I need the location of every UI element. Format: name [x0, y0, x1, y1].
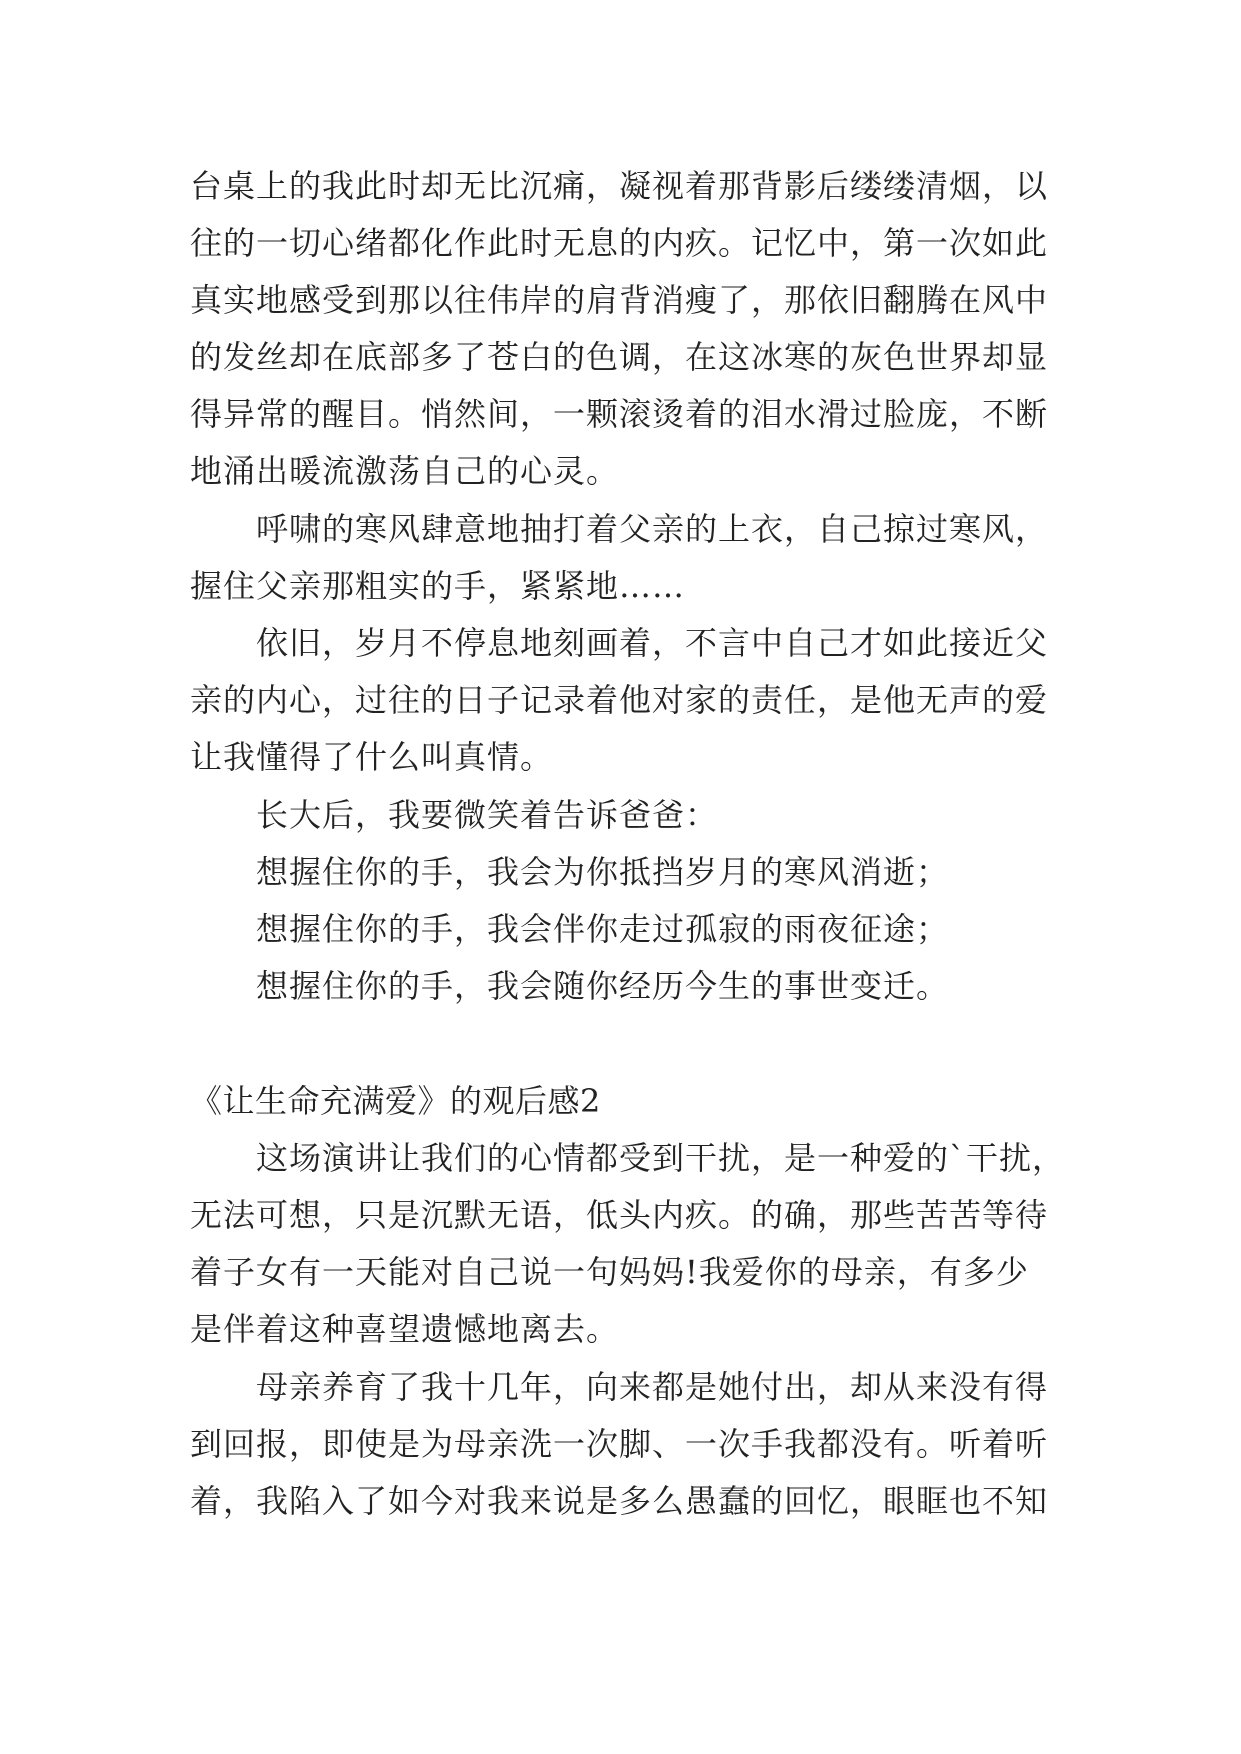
paragraph-line: 真实地感受到那以往伟岸的肩背消瘦了，那依旧翻腾在风中 — [190, 281, 1049, 319]
paragraph-line: 到回报，即使是为母亲洗一次脚、一次手我都没有。听着听 — [190, 1425, 1049, 1463]
paragraph-line: 母亲养育了我十几年，向来都是她付出，却从来没有得 — [256, 1368, 1049, 1406]
paragraph-line: 往的一切心绪都化作此时无息的内疚。记忆中，第一次如此 — [190, 224, 1049, 262]
paragraph-line: 握住父亲那粗实的手，紧紧地…… — [190, 567, 686, 605]
paragraph-line: 着子女有一天能对自己说一句妈妈!我爱你的母亲，有多少 — [190, 1253, 1029, 1291]
poem-line: 想握住你的手，我会为你抵挡岁月的寒风消逝； — [256, 853, 950, 891]
poem-line: 想握住你的手，我会随你经历今生的事世变迁。 — [256, 967, 950, 1005]
paragraph-line: 长大后，我要微笑着告诉爸爸： — [256, 796, 719, 834]
paragraph-line: 得异常的醒目。悄然间，一颗滚烫着的泪水滑过脸庞，不断 — [190, 395, 1049, 433]
paragraph-line: 着，我陷入了如今对我来说是多么愚蠢的回忆，眼眶也不知 — [190, 1482, 1049, 1520]
paragraph-line: 是伴着这种喜望遗憾地离去。 — [190, 1310, 620, 1348]
poem-line: 想握住你的手，我会伴你走过孤寂的雨夜征途； — [256, 910, 950, 948]
paragraph-line: 这场演讲让我们的心情都受到干扰，是一种爱的`干扰， — [256, 1139, 1066, 1177]
paragraph-line: 无法可想，只是沉默无语，低头内疚。的确，那些苦苦等待 — [190, 1196, 1049, 1234]
paragraph-line: 台桌上的我此时却无比沉痛，凝视着那背影后缕缕清烟，以 — [190, 167, 1049, 205]
paragraph-line: 呼啸的寒风肆意地抽打着父亲的上衣，自己掠过寒风， — [256, 510, 1049, 548]
paragraph-line: 依旧，岁月不停息地刻画着，不言中自己才如此接近父 — [256, 624, 1049, 662]
paragraph-line: 地涌出暖流激荡自己的心灵。 — [190, 452, 620, 490]
paragraph-line: 的发丝却在底部多了苍白的色调，在这冰寒的灰色世界却显 — [190, 338, 1049, 376]
section-title: 《让生命充满爱》的观后感2 — [190, 1082, 601, 1120]
paragraph-line: 让我懂得了什么叫真情。 — [190, 738, 554, 776]
paragraph-line: 亲的内心，过往的日子记录着他对家的责任，是他无声的爱 — [190, 681, 1049, 719]
